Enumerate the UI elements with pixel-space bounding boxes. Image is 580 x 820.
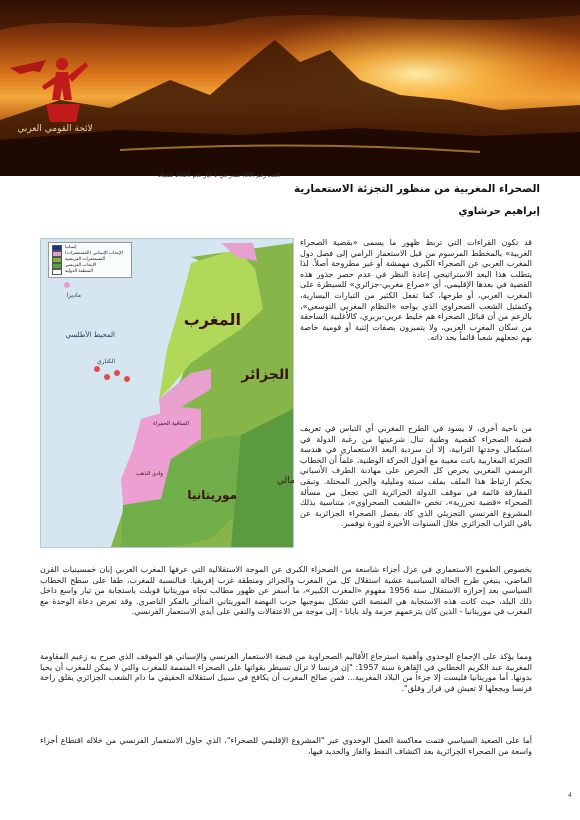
map-label-mali: مالي [277,476,295,486]
map-label-canaries: الكناري [96,358,115,365]
legend-label: المنطقة الدولية [65,269,93,274]
map-label-morocco: المغرب [183,310,241,329]
map-label-algeria: الجزائر [241,367,289,383]
map-label-rio: وادي الذهب [135,471,163,477]
article-paragraph: أما على الصعيد السياسي فتمت معاكسة العمل الوحدوي عبر "المشروع الإقليمي للصحراء"، الذي حاول الاستعمار الفرنسي من خلاله اقتطاع أجزاء واسعة من الصحراء الجزائرية بعد اكتشاف النفط والغاز والحديد فيها، [40,736,532,756]
article-paragraph: بخصوص الطموح الاستعماري في عزل أجزاء شاسعة من الصحراء الكبرى عن الموجة الاستقلالية التي عرفها المغرب العربي إبان خمسينيات القرن الماضي، ينبغي طرح الحالة السياسية عشية استقلال كل من المغرب والجزائر ومنطقة غرب إفريقيا. فبالنسبة للمغرب، طفا على سطح الخطاب السياسي بعد إحرازه الاستقلال سنة 1956 مفهوم «المغرب الكبير»، ما أسفر عن ظهور مطالب تجاه موريتانيا قوبلت باستجابة من تيار واسع داخل ذلك البلد، حيث كانت هذه الاستجابة هي المنصة التي تشكل بموجبها حزب النهضة الموريتاني المتأثر بالفكر الناصري. وقد تعرض دعاة الوحدة مع المغرب في موريتانيا - الذين كان يتزعمهم حرمة ولد بابانا - إلى موجة من الاعتقالات والنفي على أيدي الاستعمار الفرنسي. [40,565,532,617]
map-label-mauritania: موريتانيا [187,488,237,502]
article-paragraph: ومما يؤكد على الإجماع الوحدوي وأهمية استرجاع الأقاليم الصحراوية من قبضة الاستعمار الفرنسي والإسباني هو الموقف الذي صرح به زعيم المقاومة المغربية عبد الكريم الخطابي في القاهرة سنة 1957: "إن فرنسا لا تزال تسيطر بقواتها على الصحراء المتممة للمغرب والتي لا يمكن للمغرب أن يحيا بدونها. أما موريتانيا فليست إلا جزءاً من البلاد المغربية... فمن صالح المغرب أن يكافح في سبيل استقلاله الحقيقي ما دام الشعب الجزائري يقلق راحة فرنسا ويجعلها لا تعيش في قرار وقلق". [40,652,532,693]
page-number: 4 [568,792,572,799]
article-paragraph: من ناحية أخرى، لا يسود في الطرح المغربي أي التباس في تعريف قضية الصحراء كقضية وطنية تنال شرعيتها من رغبة الدولة في استكمال وحدتها الترابية، إلا أن سردية البعد الاستعماري في هندسة التجزئة المغاربية باتت مغيبة مع أفول الحركة الوطنية، علماً أن الخطاب الرسمي المغربي يحرص كل الحرص على مهادنة الطرف الأسباني بحكم ارتباط هذا الملف بملف سبتة ومليلية والجزر المحتلة. وتبقى المفارقة قائمة في موقف الدولة الجزائرية التي تجعل من مسألة الصحراء «قضية تحررية»، تخص «الشعب الصحراوي»، متناسية بذلك المشروع الفرنسي التجزيئي الذي كاد يفصل الصحراء الجزائرية عن باقي التراب الجزائري خلال السنوات الأخيرة لثورة نوفمبر. [300,424,532,529]
map-image [40,238,294,548]
logo-text: لائحة القومي العربي [17,124,93,134]
legend-swatch [52,269,62,275]
legend-label: الإنتداب الفرنسي [65,263,97,268]
legend-item [52,269,128,275]
north-africa-map [41,239,293,547]
issue-line: العدد رقم (69) صدر في 1 أيار عام 2020 للميلاد [158,172,281,179]
legend-label: الإنتداب الإسباني (المستعمرات) [65,251,123,256]
article-title: الصحراء المغربية من منظور التجزئة الاستعمارية [294,183,540,195]
map-label-ocean: المحيط الأطلسي [65,331,115,339]
article-paragraph: قد تكون القراءات التي تربط ظهور ما يسمى «بقضية الصحراء الغربية» بالمخطط المرسوم من قبل الاستعمار الرامي إلى فصل دول المغرب العربي عن الصحراء الكبرى مهمشة أو غير مطروحة أصلاً. لذا يتطلب هذا البعد الاستراتيجي إعادة النظر في عدم حصر جذور هذه القضية في بعدها الإقليمي، أي «صراع مغربي-جزائري» للسيطرة على المغرب العربي، أو طرحها، كما تفعل الكثير من التيارات اليسارية، وكتمثيل الشعب الصحراوي الذي يواجه «النظام المغربي التوسعي»، بالرغم من أن قبائل الصحراء هم خليط عربي-بربري، كالأغلبية الساحقة من سكان المغرب العربي، ولا يتميزون بصفات إثنية أو قومية خاصة بهم تجعلهم شعباً قائماً بحد ذاته. [300,238,532,343]
header-banner [0,0,580,176]
article-author: إبراهيم حرشاوي [458,206,540,217]
map-label-madeira: ماديرا [66,292,81,299]
map-legend [48,242,132,278]
legend-label: إسبانيا [65,245,77,250]
legend-label: المستعمرات الفرنسية [65,257,106,262]
map-label-sakia: الساقية الحمراء [153,421,189,427]
